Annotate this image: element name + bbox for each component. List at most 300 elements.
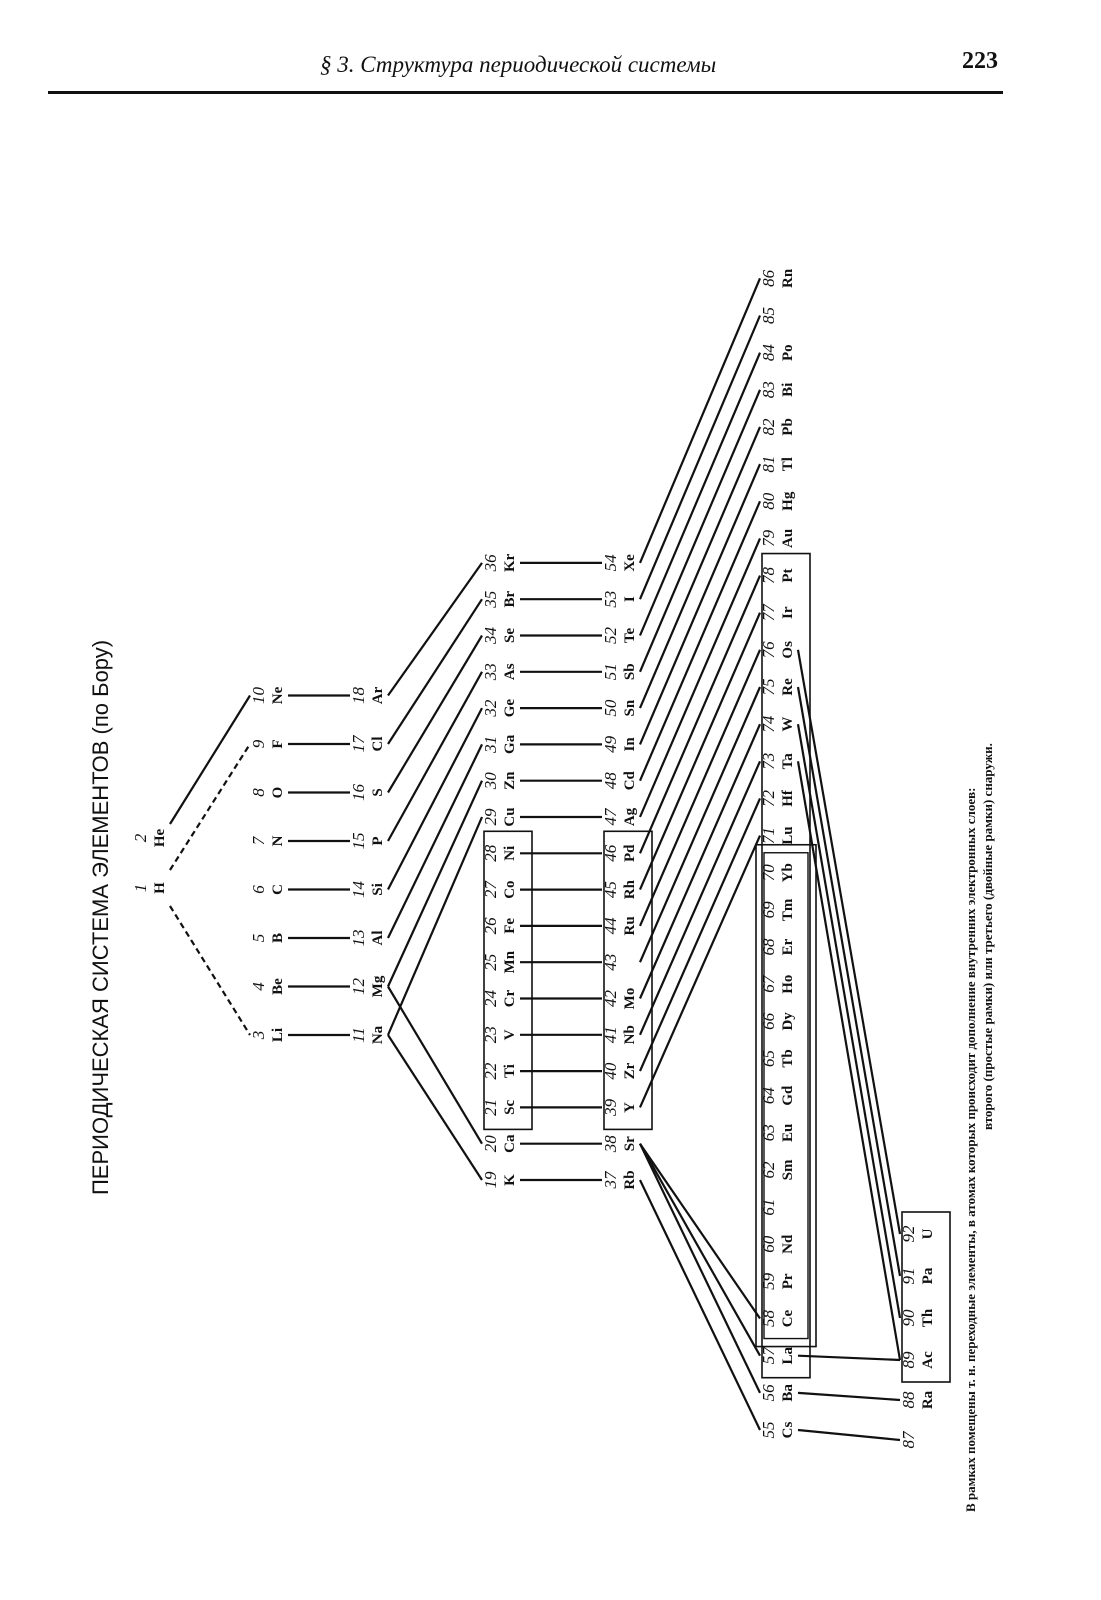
element-symbol: Au	[780, 528, 796, 548]
element-31	[481, 734, 518, 754]
element-symbol: Ni	[502, 845, 518, 861]
connection-line	[798, 724, 900, 1318]
atomic-number: 7	[249, 836, 268, 846]
element-symbol: Ce	[780, 1309, 796, 1328]
element-symbol: Be	[270, 978, 286, 995]
transition-frame-sc-ni	[484, 831, 532, 1129]
atomic-number: 52	[601, 627, 620, 644]
atomic-number: 12	[349, 978, 368, 995]
atomic-number: 59	[759, 1272, 778, 1290]
element-symbol: Pr	[780, 1273, 796, 1290]
atomic-number: 72	[759, 789, 778, 807]
atomic-number: 45	[601, 881, 620, 899]
element-33	[481, 663, 518, 681]
element-35	[481, 591, 518, 609]
element-symbol: Ga	[502, 734, 518, 754]
element-symbol: Ne	[270, 686, 286, 705]
element-12	[349, 975, 386, 997]
atomic-number: 39	[601, 1098, 620, 1116]
element-9	[249, 739, 286, 748]
element-symbol: H	[152, 882, 168, 894]
atomic-number: 6	[249, 885, 268, 894]
element-symbol: Lu	[780, 826, 796, 845]
element-symbol: Re	[780, 678, 796, 696]
atomic-number: 70	[759, 864, 778, 882]
element-87	[899, 1430, 918, 1449]
atomic-number: 61	[759, 1198, 778, 1216]
element-73	[759, 753, 796, 770]
element-symbol: Y	[622, 1101, 638, 1113]
atomic-number: 60	[759, 1235, 778, 1253]
connection-line	[388, 1035, 482, 1180]
element-41	[601, 1025, 638, 1044]
atomic-number: 88	[899, 1391, 918, 1409]
element-21	[481, 1099, 518, 1116]
element-symbol: F	[270, 739, 286, 749]
atomic-number: 40	[601, 1062, 620, 1080]
element-59	[759, 1272, 796, 1290]
atomic-number: 55	[759, 1421, 778, 1439]
element-79	[759, 529, 796, 548]
element-16	[349, 784, 386, 802]
atomic-number: 17	[349, 735, 368, 753]
atomic-number: 10	[249, 687, 268, 704]
element-symbol: Ar	[370, 686, 386, 705]
element-symbol: Mg	[370, 975, 386, 998]
element-symbol: Cs	[780, 1421, 796, 1439]
connection-lines	[170, 278, 900, 1440]
atomic-number: 3	[249, 1030, 268, 1040]
atomic-number: 73	[759, 752, 778, 770]
atomic-number: 19	[481, 1171, 500, 1189]
element-symbol: Mn	[502, 950, 518, 974]
element-72	[759, 789, 796, 807]
atomic-number: 67	[759, 975, 778, 993]
atomic-number: 34	[481, 627, 500, 644]
atomic-number: 57	[759, 1347, 778, 1365]
element-13	[349, 930, 386, 947]
atomic-number: 71	[759, 827, 778, 845]
connection-line	[640, 724, 760, 998]
element-36	[481, 553, 518, 572]
element-18	[349, 686, 386, 704]
element-symbol: Nd	[780, 1234, 796, 1254]
connection-line	[798, 650, 900, 1234]
element-symbol: Sn	[622, 699, 638, 717]
element-76	[759, 641, 796, 659]
connection-line	[640, 836, 760, 1108]
connection-line	[640, 613, 760, 890]
atomic-number: 49	[601, 735, 620, 753]
element-24	[481, 989, 518, 1007]
atomic-number: 27	[481, 881, 500, 899]
atomic-number: 43	[601, 953, 620, 971]
element-7	[249, 835, 286, 846]
connection-line	[170, 744, 250, 870]
element-symbol: Tb	[780, 1049, 796, 1068]
connection-line	[640, 316, 760, 600]
atomic-number: 84	[759, 344, 778, 362]
element-symbol: O	[270, 786, 286, 799]
connection-line	[640, 761, 760, 1035]
element-25	[481, 950, 518, 973]
atomic-number: 69	[759, 901, 778, 919]
connection-line	[388, 987, 482, 1144]
atomic-number: 1	[131, 883, 150, 893]
atomic-number: 8	[249, 788, 268, 797]
connection-line	[640, 501, 760, 780]
atomic-number: 18	[349, 687, 368, 704]
atomic-number: 9	[249, 739, 268, 749]
connection-line	[640, 353, 760, 636]
element-symbol: Na	[370, 1025, 386, 1045]
element-78	[759, 567, 796, 585]
atomic-number: 15	[349, 832, 368, 850]
atomic-number: 42	[601, 990, 620, 1007]
element-47	[601, 807, 638, 826]
atomic-number: 30	[481, 772, 500, 790]
connection-line	[640, 687, 760, 962]
element-69	[759, 898, 796, 921]
element-70	[759, 863, 796, 882]
element-68	[759, 938, 796, 956]
atomic-number: 83	[759, 381, 778, 399]
element-67	[759, 974, 796, 994]
element-11	[349, 1025, 386, 1044]
atomic-number: 85	[759, 307, 778, 324]
element-10	[249, 686, 286, 704]
atomic-number: 48	[601, 772, 620, 790]
atomic-number: 54	[601, 554, 620, 572]
atomic-number: 2	[131, 833, 150, 843]
element-symbol: W	[780, 716, 796, 732]
connection-line	[640, 278, 760, 563]
element-5	[249, 933, 286, 943]
element-symbol: Sm	[780, 1159, 796, 1181]
atomic-number: 78	[759, 567, 778, 585]
atomic-number: 50	[601, 699, 620, 717]
element-symbol: He	[152, 828, 168, 848]
element-80	[759, 491, 796, 511]
element-symbol: S	[370, 788, 386, 797]
atomic-number: 38	[601, 1135, 620, 1153]
atomic-number: 4	[249, 982, 268, 991]
connection-line	[640, 390, 760, 672]
connection-line	[640, 1144, 760, 1393]
element-15	[349, 833, 386, 850]
element-23	[481, 1026, 518, 1043]
element-symbol: Sc	[502, 1099, 518, 1115]
atomic-number: 33	[481, 663, 500, 681]
element-symbol: Zn	[502, 771, 518, 790]
element-symbol: C	[270, 884, 286, 895]
atomic-number: 90	[899, 1309, 918, 1327]
element-symbol: Co	[502, 880, 518, 899]
element-88	[899, 1390, 936, 1409]
element-71	[759, 826, 796, 844]
element-symbol: Te	[622, 627, 638, 644]
atomic-number: 14	[349, 881, 368, 898]
atomic-number: 77	[759, 604, 778, 622]
connection-line	[640, 1144, 760, 1356]
section-title: § 3. Структура периодической системы	[320, 52, 717, 77]
element-symbol: Ir	[780, 606, 796, 619]
element-82	[759, 418, 796, 436]
connection-line	[798, 1356, 900, 1360]
element-symbol: V	[502, 1029, 518, 1041]
element-75	[759, 678, 796, 696]
element-81	[759, 456, 796, 473]
element-58	[759, 1309, 796, 1327]
element-66	[759, 1012, 796, 1031]
element-symbol: Pa	[920, 1267, 936, 1285]
element-symbol: As	[502, 663, 518, 681]
atomic-number: 23	[481, 1026, 500, 1044]
element-symbol: Sb	[622, 663, 638, 681]
element-85	[759, 307, 778, 324]
connection-line	[640, 576, 760, 854]
atomic-number: 22	[481, 1062, 500, 1080]
element-64	[759, 1085, 796, 1106]
element-symbol: Hg	[780, 491, 796, 511]
atomic-number: 47	[601, 808, 620, 826]
connection-line	[388, 636, 482, 793]
connection-line	[640, 464, 760, 744]
element-8	[249, 787, 286, 799]
element-symbol: Po	[780, 344, 796, 361]
element-symbol: Yb	[780, 863, 796, 883]
element-symbol: B	[270, 932, 286, 944]
element-symbol: Eu	[780, 1123, 796, 1142]
element-28	[481, 844, 518, 862]
element-symbol: Sr	[622, 1136, 638, 1152]
element-4	[249, 978, 286, 995]
element-29	[481, 807, 518, 826]
element-62	[759, 1159, 796, 1180]
element-symbol: Th	[920, 1308, 936, 1328]
element-61	[759, 1199, 778, 1216]
element-symbol: Li	[270, 1027, 286, 1043]
element-63	[759, 1124, 796, 1142]
atomic-number: 20	[481, 1135, 500, 1153]
atomic-number: 65	[759, 1050, 778, 1067]
element-symbol: Fe	[502, 917, 518, 934]
atomic-number: 79	[759, 529, 778, 547]
connection-line	[798, 1430, 900, 1440]
element-92	[899, 1225, 936, 1243]
atomic-number: 5	[249, 933, 268, 943]
atomic-number: 82	[759, 418, 778, 436]
element-74	[759, 715, 796, 733]
connection-line	[388, 817, 482, 1035]
element-57	[759, 1346, 796, 1365]
element-17	[349, 734, 386, 753]
connection-line	[170, 696, 250, 825]
figure-title: ПЕРИОДИЧЕСКАЯ СИСТЕМА ЭЛЕМЕНТОВ (по Бору)	[88, 639, 113, 1195]
atomic-number: 37	[601, 1171, 620, 1189]
connection-line	[170, 906, 250, 1035]
element-symbol: Bi	[780, 382, 796, 397]
element-53	[601, 591, 638, 608]
element-49	[601, 735, 638, 753]
element-symbol: La	[780, 1346, 796, 1365]
atomic-number: 63	[759, 1124, 778, 1142]
atomic-number: 29	[481, 808, 500, 826]
connection-line	[640, 650, 760, 926]
element-symbol: Si	[370, 883, 386, 896]
atomic-number: 31	[481, 735, 500, 753]
connection-line	[640, 538, 760, 817]
element-89	[899, 1351, 936, 1369]
atomic-number: 36	[481, 554, 500, 572]
connection-line	[640, 427, 760, 708]
connection-line	[388, 781, 482, 987]
element-symbol: K	[502, 1174, 518, 1186]
element-symbol: Ag	[622, 807, 638, 827]
atomic-number: 64	[759, 1087, 778, 1105]
atomic-number: 35	[481, 590, 500, 608]
element-56	[759, 1384, 796, 1402]
atomic-number: 66	[759, 1012, 778, 1030]
element-46	[601, 844, 638, 862]
connection-line	[798, 1393, 900, 1400]
element-symbol: Rb	[622, 1170, 638, 1190]
element-symbol: Zr	[622, 1062, 638, 1080]
atomic-number: 32	[481, 699, 500, 717]
element-91	[899, 1267, 936, 1284]
element-symbol: Tl	[780, 457, 796, 472]
element-symbol: U	[920, 1228, 936, 1240]
element-symbol: Pb	[780, 418, 796, 436]
element-symbol: Tm	[780, 898, 796, 922]
atomic-number: 56	[759, 1384, 778, 1402]
element-symbol: Ca	[502, 1134, 518, 1153]
atomic-number: 51	[601, 663, 620, 681]
connection-line	[388, 599, 482, 744]
atomic-number: 68	[759, 938, 778, 956]
element-26	[481, 917, 518, 935]
atomic-number: 87	[899, 1431, 918, 1449]
connection-line	[640, 798, 760, 1071]
atomic-number: 76	[759, 641, 778, 659]
element-38	[601, 1135, 638, 1154]
atomic-number: 13	[349, 929, 368, 947]
figure-caption-line-1: В рамках помещены т. н. переходные элементы, в атомах которых происходит дополнение внутренних электронных слоев:	[963, 787, 978, 1512]
element-symbol: Os	[780, 641, 796, 659]
element-86	[759, 268, 796, 288]
element-55	[759, 1422, 796, 1439]
element-45	[601, 879, 638, 899]
connection-line	[640, 1144, 760, 1319]
element-30	[481, 771, 518, 790]
atomic-number: 92	[899, 1225, 918, 1243]
element-20	[481, 1134, 518, 1153]
atomic-number: 91	[899, 1267, 918, 1285]
element-48	[601, 770, 638, 790]
element-2	[131, 828, 168, 847]
element-32	[481, 699, 518, 718]
element-symbol: Rh	[622, 880, 638, 900]
connection-line	[388, 744, 482, 938]
atomic-number: 62	[759, 1161, 778, 1179]
element-60	[759, 1234, 796, 1254]
atomic-number: 16	[349, 784, 368, 801]
element-symbol: Gd	[780, 1085, 796, 1106]
element-symbol: Ac	[920, 1351, 936, 1369]
connection-line	[388, 672, 482, 841]
atomic-number: 25	[481, 953, 500, 971]
element-84	[759, 344, 796, 362]
element-54	[601, 554, 638, 572]
element-symbol: Cd	[622, 771, 638, 791]
figure-caption-line-2: второго (простые рамки) или третьего (двойные рамки) снаружи.	[980, 743, 995, 1130]
element-symbol: Pt	[780, 568, 796, 583]
element-65	[759, 1049, 796, 1067]
element-39	[601, 1098, 638, 1117]
element-51	[601, 663, 638, 680]
connection-line	[798, 687, 900, 1276]
atomic-number: 28	[481, 844, 500, 862]
element-symbol: Hf	[780, 790, 796, 807]
atomic-number: 58	[759, 1310, 778, 1328]
element-symbol: Ta	[780, 753, 796, 770]
element-symbol: Cu	[502, 807, 518, 827]
element-34	[481, 627, 518, 646]
element-83	[759, 381, 796, 398]
atomic-number: 86	[759, 269, 778, 287]
atomic-number: 41	[601, 1026, 620, 1044]
element-symbol: Ra	[920, 1390, 936, 1410]
element-40	[601, 1062, 638, 1080]
element-symbol: Se	[502, 628, 518, 643]
element-3	[249, 1028, 286, 1042]
page-number: 223	[962, 48, 998, 74]
element-symbol: Dy	[780, 1012, 796, 1031]
connection-line	[388, 708, 482, 889]
element-symbol: Er	[780, 938, 796, 956]
element-symbol: Ba	[780, 1384, 796, 1402]
element-symbol: Xe	[622, 554, 638, 572]
atomic-number: 75	[759, 678, 778, 696]
element-symbol: In	[622, 737, 638, 752]
element-symbol: Rn	[780, 268, 796, 288]
element-22	[481, 1062, 518, 1080]
atomic-number: 26	[481, 917, 500, 935]
element-symbol: Cr	[502, 989, 518, 1008]
atomic-number: 89	[899, 1351, 918, 1369]
connection-line	[798, 761, 900, 1360]
atomic-number: 44	[601, 917, 620, 935]
connection-line	[640, 1180, 760, 1430]
element-50	[601, 699, 638, 717]
atomic-number: 24	[481, 990, 500, 1007]
element-symbol: Mo	[622, 987, 638, 1010]
element-symbol: Pd	[622, 844, 638, 863]
element-27	[481, 880, 518, 899]
element-19	[481, 1171, 518, 1189]
element-symbol: N	[270, 835, 286, 847]
element-77	[759, 603, 796, 622]
element-52	[601, 627, 638, 645]
element-1	[131, 882, 168, 894]
element-42	[601, 988, 638, 1010]
atomic-number: 81	[759, 455, 778, 473]
element-90	[899, 1308, 936, 1327]
atomic-number: 53	[601, 590, 620, 608]
element-44	[601, 916, 638, 935]
atomic-number: 74	[759, 715, 778, 733]
atomic-number: 46	[601, 844, 620, 862]
